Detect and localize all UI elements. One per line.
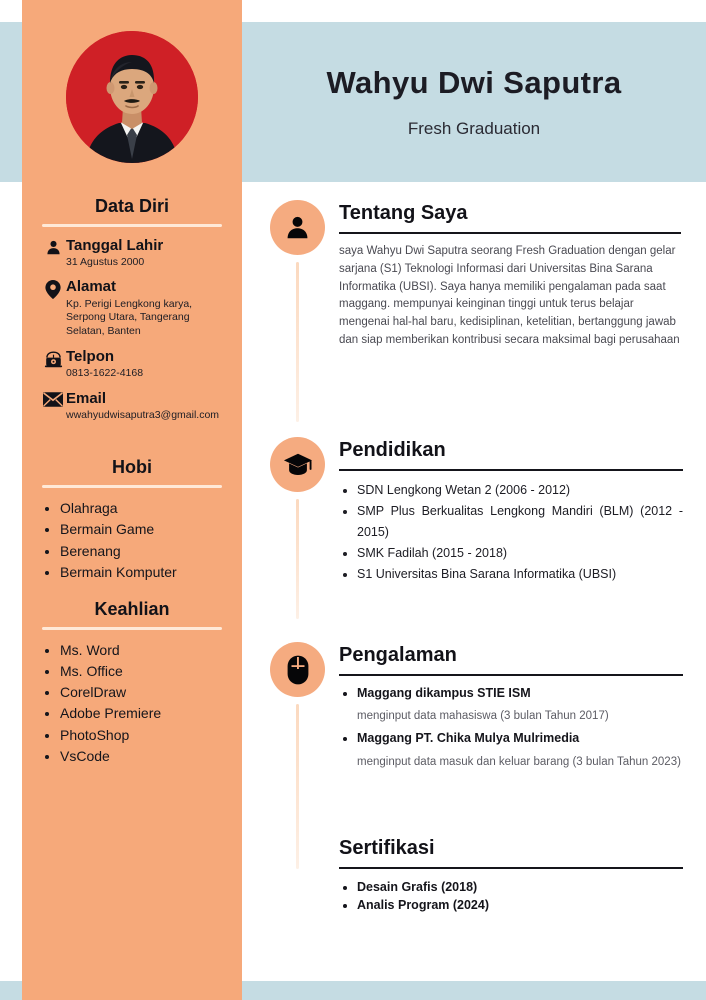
section-title-sertifikasi: Sertifikasi <box>339 837 435 859</box>
list-item: • Adobe Premiere <box>60 703 224 724</box>
divider-pendidikan <box>339 469 683 471</box>
list-item: • Analis Program (2024) <box>357 896 683 914</box>
envelope-icon <box>40 390 66 407</box>
info-row-alamat <box>40 278 224 338</box>
section-title-hobi: Hobi <box>112 457 152 478</box>
section-title-tentang-saya: Tentang Saya <box>339 202 468 224</box>
list-item: • Desain Grafis (2018) <box>357 878 683 896</box>
computer-mouse-icon <box>270 642 325 697</box>
list-item: • Bermain Game <box>60 519 224 540</box>
info-label: Telpon <box>66 347 115 365</box>
section-title-pengalaman: Pengalaman <box>339 644 457 666</box>
divider-hobi <box>42 485 222 488</box>
info-row-telpon <box>40 348 224 381</box>
timeline-connector <box>296 262 299 422</box>
info-value: 0813-1622-4168 <box>66 366 144 379</box>
hobi-list <box>40 498 224 583</box>
list-item: • Ms. Office <box>60 661 224 682</box>
section-title-pendidikan: Pendidikan <box>339 439 446 461</box>
divider-pengalaman <box>339 674 683 676</box>
list-item: • SMP Plus Berkualitas Lengkong Mandiri (BLM) (2012 - 2015) <box>357 501 683 542</box>
list-item: • VsCode <box>60 746 224 767</box>
profile-photo <box>66 31 198 163</box>
list-item: • Bermain Komputer <box>60 562 224 583</box>
divider-tentang-saya <box>339 232 681 234</box>
divider-data-diri <box>42 224 222 227</box>
pengalaman-list <box>339 685 683 770</box>
list-item: • SDN Lengkong Wetan 2 (2006 - 2012) <box>357 480 683 500</box>
info-label: Tanggal Lahir <box>66 236 164 254</box>
experience-role: Maggang PT. Chika Mulya Mulrimedia <box>357 731 580 746</box>
timeline-connector <box>296 704 299 869</box>
graduation-cap-icon <box>270 437 325 492</box>
info-value: Kp. Perigi Lengkong karya, Serpong Utara, Tangerang Selatan, Banten <box>66 297 193 338</box>
list-item: • S1 Universitas Bina Sarana Informatika (UBSI) <box>357 564 683 584</box>
experience-role: Maggang dikampus STIE ISM <box>357 686 531 700</box>
info-value: wwahyudwisaputra3@gmail.com <box>66 408 220 421</box>
person-icon <box>40 237 66 256</box>
pendidikan-list <box>339 480 683 584</box>
info-value: 31 Agustus 2000 <box>66 255 145 268</box>
main-content <box>242 182 706 1000</box>
info-label: Alamat <box>66 278 117 296</box>
list-item: • Ms. Word <box>60 640 224 661</box>
experience-description: menginput data mahasiswa (3 bulan Tahun 2017) <box>357 710 609 723</box>
timeline-connector <box>296 499 299 619</box>
info-row-email <box>40 390 224 423</box>
list-item <box>357 685 683 724</box>
keahlian-list <box>40 640 224 768</box>
location-pin-icon <box>40 278 66 299</box>
list-item: • SMK Fadilah (2015 - 2018) <box>357 543 683 563</box>
list-item: • Berenang <box>60 541 224 562</box>
section-title-keahlian: Keahlian <box>94 599 170 620</box>
divider-keahlian <box>42 627 222 630</box>
sidebar <box>22 196 242 767</box>
divider-sertifikasi <box>339 867 683 869</box>
sertifikasi-list <box>339 878 683 914</box>
list-item: • PhotoShop <box>60 725 224 746</box>
list-item <box>357 730 683 769</box>
header-block <box>242 22 706 182</box>
list-item: • CorelDraw <box>60 682 224 703</box>
experience-description: menginput data masuk dan keluar barang (3 bulan Tahun 2023) <box>357 755 681 768</box>
page-title: Wahyu Dwi Saputra <box>326 65 622 100</box>
person-icon <box>270 200 325 255</box>
header-subtitle: Fresh Graduation <box>407 119 541 138</box>
info-label: Email <box>66 389 107 407</box>
about-paragraph: saya Wahyu Dwi Saputra seorang Fresh Graduation dengan gelar sarjana (S1) Teknologi Informasi dari Universitas Bina Sarana Informatika (UBSI). Saya hanya memiliki pengalaman pada saat maggang. mempunyai keinginan tinggi untuk terus belajar mengenai hal-hal baru, kedisiplinan, ketelitian, bertanggung jawab dan siap memberikan kontribusi secara maksimal bagi perusahaan <box>339 245 680 347</box>
info-row-tanggal-lahir <box>40 237 224 270</box>
list-item: • Olahraga <box>60 498 224 519</box>
section-title-data-diri: Data Diri <box>94 196 170 216</box>
portrait-illustration <box>66 31 198 163</box>
telephone-icon <box>40 348 66 369</box>
